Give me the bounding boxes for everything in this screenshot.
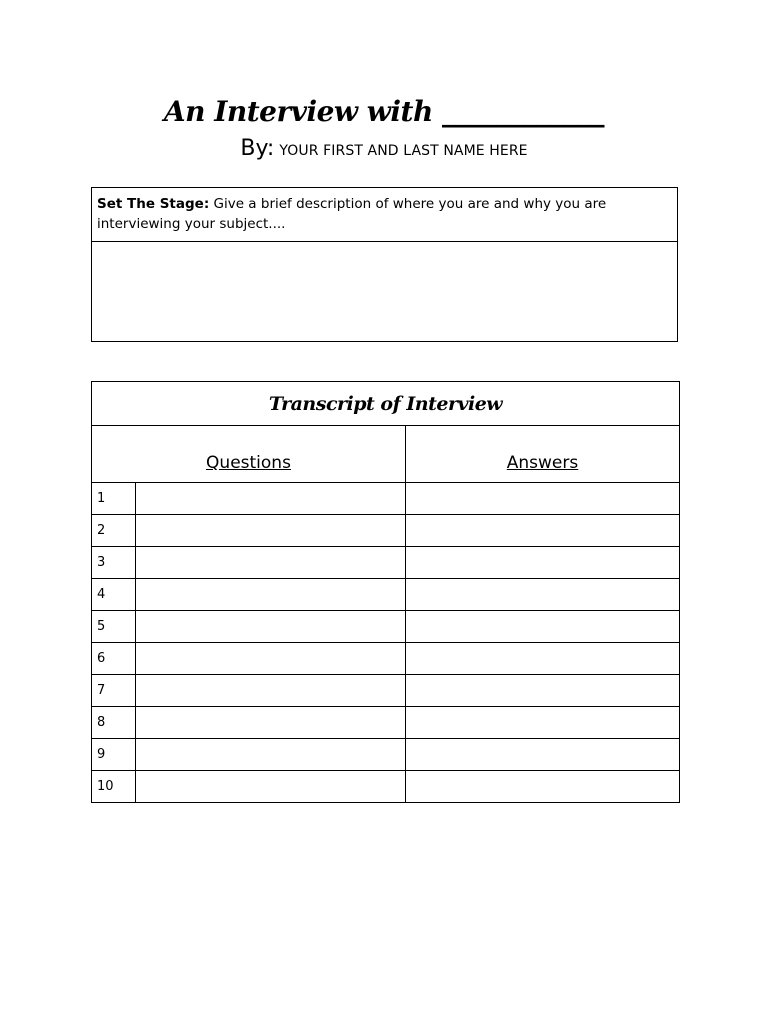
- answer-cell[interactable]: [406, 707, 680, 739]
- row-number: 5: [92, 611, 136, 643]
- row-number: 10: [92, 771, 136, 803]
- table-row: [92, 483, 680, 515]
- answer-cell[interactable]: [406, 611, 680, 643]
- set-the-stage-prompt: [92, 188, 677, 242]
- set-the-stage-label: Set The Stage:: [97, 196, 210, 212]
- row-number: 8: [92, 707, 136, 739]
- set-the-stage-description: Give a brief description of where you are and why you are interviewing your subject....: [97, 196, 607, 232]
- by-label: By:: [240, 136, 275, 161]
- question-cell[interactable]: [136, 771, 406, 803]
- row-number: 9: [92, 739, 136, 771]
- table-row: [92, 515, 680, 547]
- answer-cell[interactable]: [406, 643, 680, 675]
- answer-cell[interactable]: [406, 579, 680, 611]
- answer-cell[interactable]: [406, 739, 680, 771]
- question-cell[interactable]: [136, 515, 406, 547]
- table-row: [92, 675, 680, 707]
- row-number: 6: [92, 643, 136, 675]
- row-number: 4: [92, 579, 136, 611]
- byline: [0, 134, 768, 166]
- transcript-title: Transcript of Interview: [92, 382, 680, 426]
- table-row: [92, 771, 680, 803]
- answer-cell[interactable]: [406, 515, 680, 547]
- transcript-table: [91, 381, 680, 803]
- question-cell[interactable]: [136, 547, 406, 579]
- author-name: YOUR FIRST AND LAST NAME HERE: [279, 143, 528, 159]
- table-row: [92, 739, 680, 771]
- questions-header: Questions: [92, 426, 406, 483]
- row-number: 1: [92, 483, 136, 515]
- question-cell[interactable]: [136, 739, 406, 771]
- table-row: [92, 643, 680, 675]
- answer-cell[interactable]: [406, 675, 680, 707]
- answers-header: Answers: [406, 426, 680, 483]
- table-row: [92, 547, 680, 579]
- set-the-stage-box: [91, 187, 678, 342]
- answer-cell[interactable]: [406, 771, 680, 803]
- page-title: An Interview with ____________: [163, 95, 605, 128]
- question-cell[interactable]: [136, 611, 406, 643]
- answer-cell[interactable]: [406, 547, 680, 579]
- table-row: [92, 611, 680, 643]
- question-cell[interactable]: [136, 675, 406, 707]
- set-the-stage-response-area[interactable]: [92, 242, 677, 341]
- row-number: 2: [92, 515, 136, 547]
- table-row: [92, 579, 680, 611]
- answer-cell[interactable]: [406, 483, 680, 515]
- table-row: [92, 707, 680, 739]
- row-number: 7: [92, 675, 136, 707]
- question-cell[interactable]: [136, 643, 406, 675]
- question-cell[interactable]: [136, 579, 406, 611]
- question-cell[interactable]: [136, 483, 406, 515]
- row-number: 3: [92, 547, 136, 579]
- question-cell[interactable]: [136, 707, 406, 739]
